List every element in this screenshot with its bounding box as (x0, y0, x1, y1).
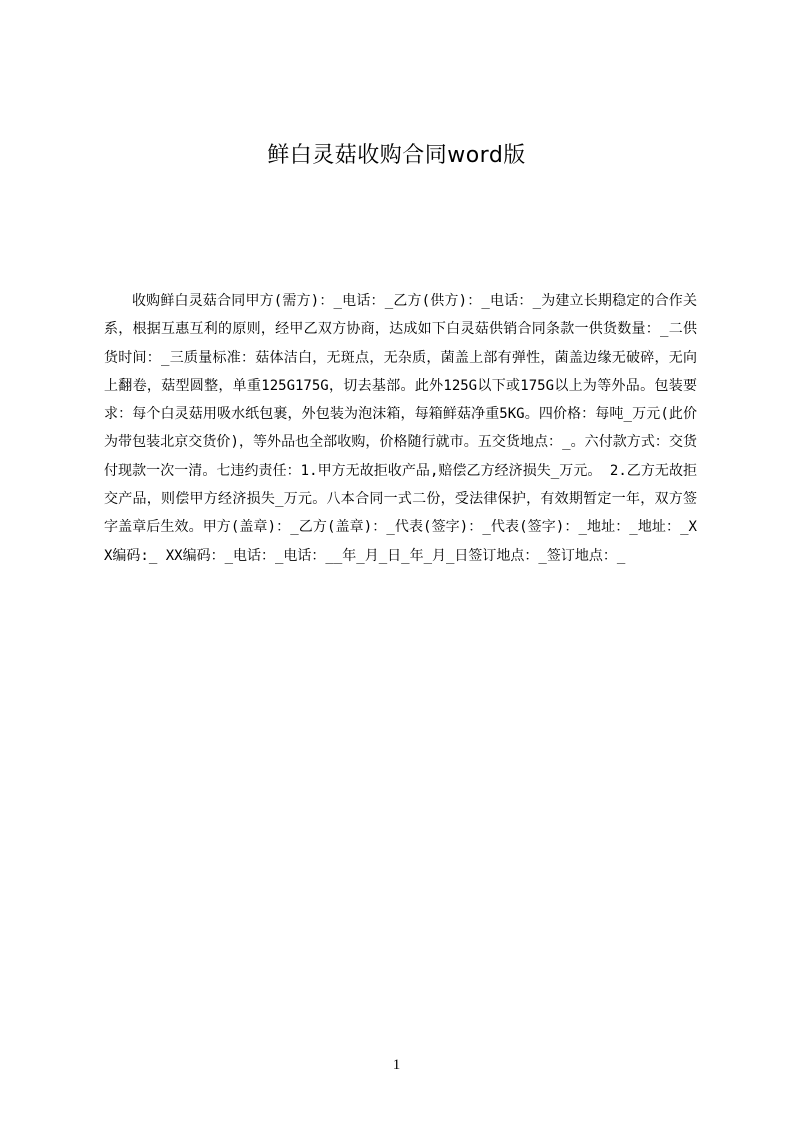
contract-body-text: 收购鲜白灵菇合同甲方(需方)：_电话：_乙方(供方)：_电话：_为建立长期稳定的合作关系，根据互惠互利的原则，经甲乙双方协商，达成如下白灵菇供销合同条款一供货数量：_二供货时间：_三质量标准：菇体洁白，无斑点，无杂质，菌盖上部有弹性，菌盖边缘无破碎，无向上翻卷，菇型圆整，单重125G175G，切去基部。此外125G以下或175G以上为等外品。包装要求：每个白灵菇用吸水纸包裹，外包装为泡沫箱，每箱鲜菇净重5KG。四价格：每吨_万元(此价为带包装北京交货价)，等外品也全部收购，价格随行就市。五交货地点：_。六付款方式：交货付现款一次一清。七违约责任：1.甲方无故拒收产品,赔偿乙方经济损失_万元。 2.乙方无故拒交产品，则偿甲方经济损失_万元。八本合同一式二份，受法律保护，有效期暂定一年，双方签字盖章后生效。甲方(盖章)：_乙方(盖章)：_代表(签字)：_代表(签字)：_地址：_地址：_XX编码:_ XX编码：_电话：_电话：__年_月_日_年_月_日签订地点：_签订地点：_ (104, 293, 697, 564)
page-number: 1 (392, 1057, 401, 1073)
document-title: 鲜白灵菇收购合同word版 (267, 143, 526, 168)
